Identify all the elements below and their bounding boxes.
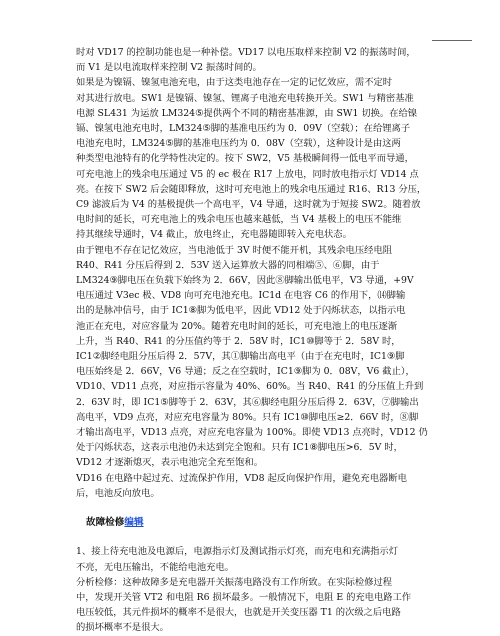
text-line: 可充电池上的残余电压通过 V5 的 ec 极在 R17 上放电，同时放电指示灯 VD14 点 — [76, 168, 419, 180]
section-heading — [86, 515, 438, 530]
text-line: 如果是为镍镉、镍氢电池充电，由于这类电池存在一定的记忆效应，需不定时 — [76, 77, 393, 89]
text-line: C9 滤波后为 V4 的基极提供一个高电平，V4 导通，这时就为于短接 SW2。随着放 — [76, 199, 421, 211]
text-line: VD10、VD11 点亮，对应指示容量为 40%、60%。当 R40、R41 的分压值上升到 — [76, 381, 424, 393]
text-line: 才输出高电平，VD13 点亮，对应充电容量为 100%。即使 VD13 点亮时，VD12 仍 — [76, 427, 428, 439]
text-line: 电时间的延长，可充电池上的残余电压也越来越低，当 V4 基极上的电压不能维 — [76, 214, 402, 226]
text-line: 电压始终是 2．66V，V6 导通；反之在空载时，IC1⑨脚为 0．08V，V6 截止）， — [76, 366, 415, 378]
text-line: LM324⑨脚电压在负载下始终为 2．66V，因此⑧脚输出低电平，V3 导通，+9V — [76, 275, 414, 287]
text-line: 上升，当 R40、R41 的分压值约等于 2．58V 时，IC1⑩脚等于 2．58V 时， — [76, 335, 401, 347]
edit-link[interactable]: 编辑 — [124, 517, 144, 529]
paragraph-3 — [76, 243, 438, 471]
header-rule — [432, 40, 472, 41]
text-line: 持其继续导通时，V4 截止，放电终止，充电器随即转入充电状态。 — [76, 229, 352, 241]
text-line: 不亮，无电压输出，不能给电池充电。 — [76, 561, 235, 573]
text-line: 电压较低，其元件损坏的概率不是很大，也就是开关变压器 T1 的次级之后电路 — [76, 607, 401, 619]
text-line: 由于锂电不存在记忆效应，当电池低于 3V 时便不能开机，其残余电压经电阻 — [76, 244, 393, 256]
text-line: 出的是脉冲信号，由于 IC1⑧脚为低电平，因此 VD12 处于闪烁状态，以指示电 — [76, 305, 406, 317]
text-line: 后，电池反向放电。 — [76, 487, 160, 499]
paragraph-6 — [76, 575, 438, 636]
text-line: IC1②脚经电阻分压后得 2．57V，其①脚输出高电平（由于在充电时，IC1⑨脚 — [76, 351, 405, 363]
text-line: 电压通过 V3ec 极、VD8 向可充电池充电。IC1d 在电容 C6 的作用下，⒁脚输 — [76, 290, 406, 302]
text-line: 对其进行放电。SW1 是镍镉、镍氢、锂离子电池充电转换开关。SW1 与精密基准 — [76, 92, 414, 104]
paragraph-2 — [76, 75, 438, 242]
paragraph-5 — [76, 544, 438, 574]
document-body — [76, 45, 438, 636]
text-line: 而 V1 是以电流取样来控制 V2 振荡时间的。 — [76, 62, 262, 74]
text-line: R40、R41 分压后得到 2．53V 送入运算放大器的同相端⑤、⑥脚，由于 — [76, 259, 380, 271]
text-line: 中，发现开关管 VT2 和电阻 R6 损坏最多。一般情况下，电阻 E 的充电电路工作 — [76, 591, 412, 603]
paragraph-4 — [76, 471, 438, 501]
text-line: 处于闪烁状态，这表示电池仍未达到完全饱和。只有 IC1⑧脚电压>6．5V 时， — [76, 442, 403, 454]
text-line: 电源 SL431 为运放 LM324⑤提供两个不同的精密基准源，由 SW1 切换。在给镍 — [76, 107, 418, 119]
text-line: 池正在充电，对应容量为 20%。随着充电时间的延长，可充电池上的电压逐渐 — [76, 320, 398, 332]
text-line: 的损坏概率不是很大。 — [76, 622, 169, 634]
paragraph-1 — [76, 45, 438, 75]
text-line: 2．63V 时，即 IC1⑤脚等于 2．63V，其⑥脚经电阻分压后得 2．63V，⑦脚输出 — [76, 396, 419, 408]
text-line: 电池充电时，LM324⑤脚的基准电压约为 0．08V（空载），这种设计是由这两 — [76, 138, 401, 150]
text-line: 镉、镍氢电池充电时，LM324⑤脚的基准电压约为 0．09V（空载）；在给锂离子 — [76, 123, 411, 135]
text-line: VD12 才逐渐熄灭，表示电池完全充至饱和。 — [76, 457, 264, 469]
text-line: 种类型电池特有的化学特性决定的。按下 SW2，V5 基极瞬间得一低电平而导通， — [76, 153, 414, 165]
text-line: 分析检修：这种故障多是充电器开关振荡电路没有工作所致。在实际检修过程 — [76, 576, 393, 588]
text-line: 亮。在按下 SW2 后会随即释放，这时可充电池上的残余电压通过 R16、R13 分压， — [76, 183, 427, 195]
text-line: 高电平，VD9 点亮，对应充电容量为 80%。只有 IC1⑩脚电压≥2．66V 时，⑧脚 — [76, 411, 419, 423]
text-line: 时对 VD17 的控制功能也是一种补偿。VD17 以电压取样来控制 V2 的振荡时间， — [76, 47, 416, 58]
section-heading-title: 故障检修 — [86, 517, 125, 529]
text-line: 1、接上待充电池及电源后，电源指示灯及测试指示灯亮，而充电和充满指示灯 — [76, 546, 399, 558]
text-line: VD16 在电路中起过充、过流保护作用，VD8 起反向保护作用，避免充电器断电 — [76, 472, 407, 484]
